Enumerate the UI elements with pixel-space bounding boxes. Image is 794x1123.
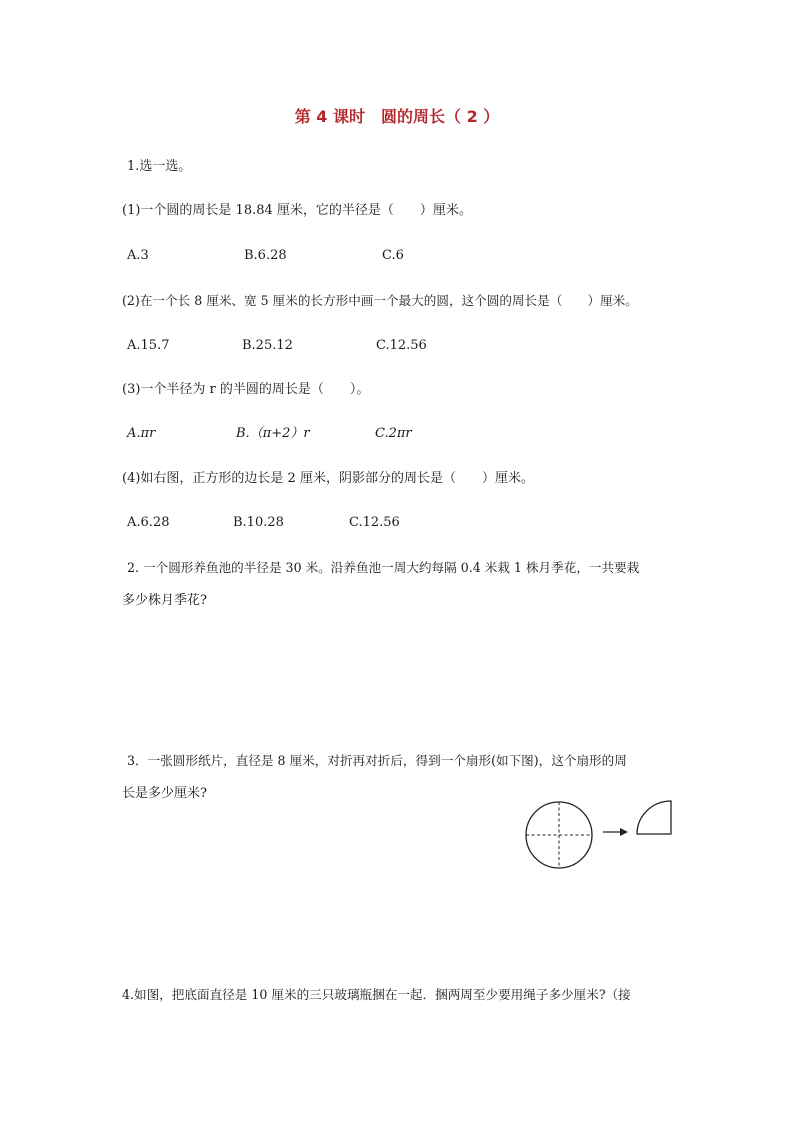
option-c: C.12.56: [376, 338, 427, 353]
option-b: B.10.28: [233, 515, 284, 530]
option-b: B.25.12: [242, 338, 293, 353]
option-b: B.6.28: [244, 248, 287, 263]
option-c: C.2πr: [375, 426, 412, 441]
option-a: A.3: [127, 248, 149, 263]
arrow-icon: [620, 828, 628, 836]
question-1-3: (3)一个半径为 r 的半圆的周长是（ ）。: [122, 382, 370, 397]
question-1-4: (4)如右图，正方形的边长是 2 厘米，阴影部分的周长是（ ）厘米。: [122, 471, 534, 486]
problem-4-line-1: 4.如图，把底面直径是 10 厘米的三只玻璃瓶捆在一起．捆两周至少要用绳子多少厘米?（接: [122, 987, 631, 1002]
quarter-sector-shape: [637, 801, 671, 834]
option-a: A.6.28: [127, 515, 170, 530]
question-1-2: (2)在一个长 8 厘米、宽 5 厘米的长方形中画一个最大的圆，这个圆的周长是（ ）厘米。: [122, 293, 638, 308]
question-1-1: (1)一个圆的周长是 18.84 厘米，它的半径是（ ）厘米。: [122, 203, 472, 218]
fold-circle-figure: [522, 796, 682, 876]
section-1-heading: 1.选一选。: [127, 159, 192, 174]
option-b: B.（π+2）r: [236, 426, 310, 441]
problem-3-line-2: 长是多少厘米?: [122, 786, 207, 801]
problem-2-line-2: 多少株月季花?: [122, 593, 207, 608]
option-a: A.πr: [127, 426, 156, 441]
option-a: A.15.7: [127, 338, 170, 353]
option-c: C.12.56: [349, 515, 400, 530]
problem-3-line-1: 3．一张圆形纸片，直径是 8 厘米，对折再对折后，得到一个扇形(如下图)，这个扇形的周: [127, 753, 627, 768]
option-c: C.6: [382, 248, 404, 263]
page-title: 第 4 课时 圆的周长（ 2 ）: [294, 107, 500, 126]
problem-2-line-1: 2. 一个圆形养鱼池的半径是 30 米。沿养鱼池一周大约每隔 0.4 米栽 1 株月季花，一共要栽: [127, 560, 640, 575]
